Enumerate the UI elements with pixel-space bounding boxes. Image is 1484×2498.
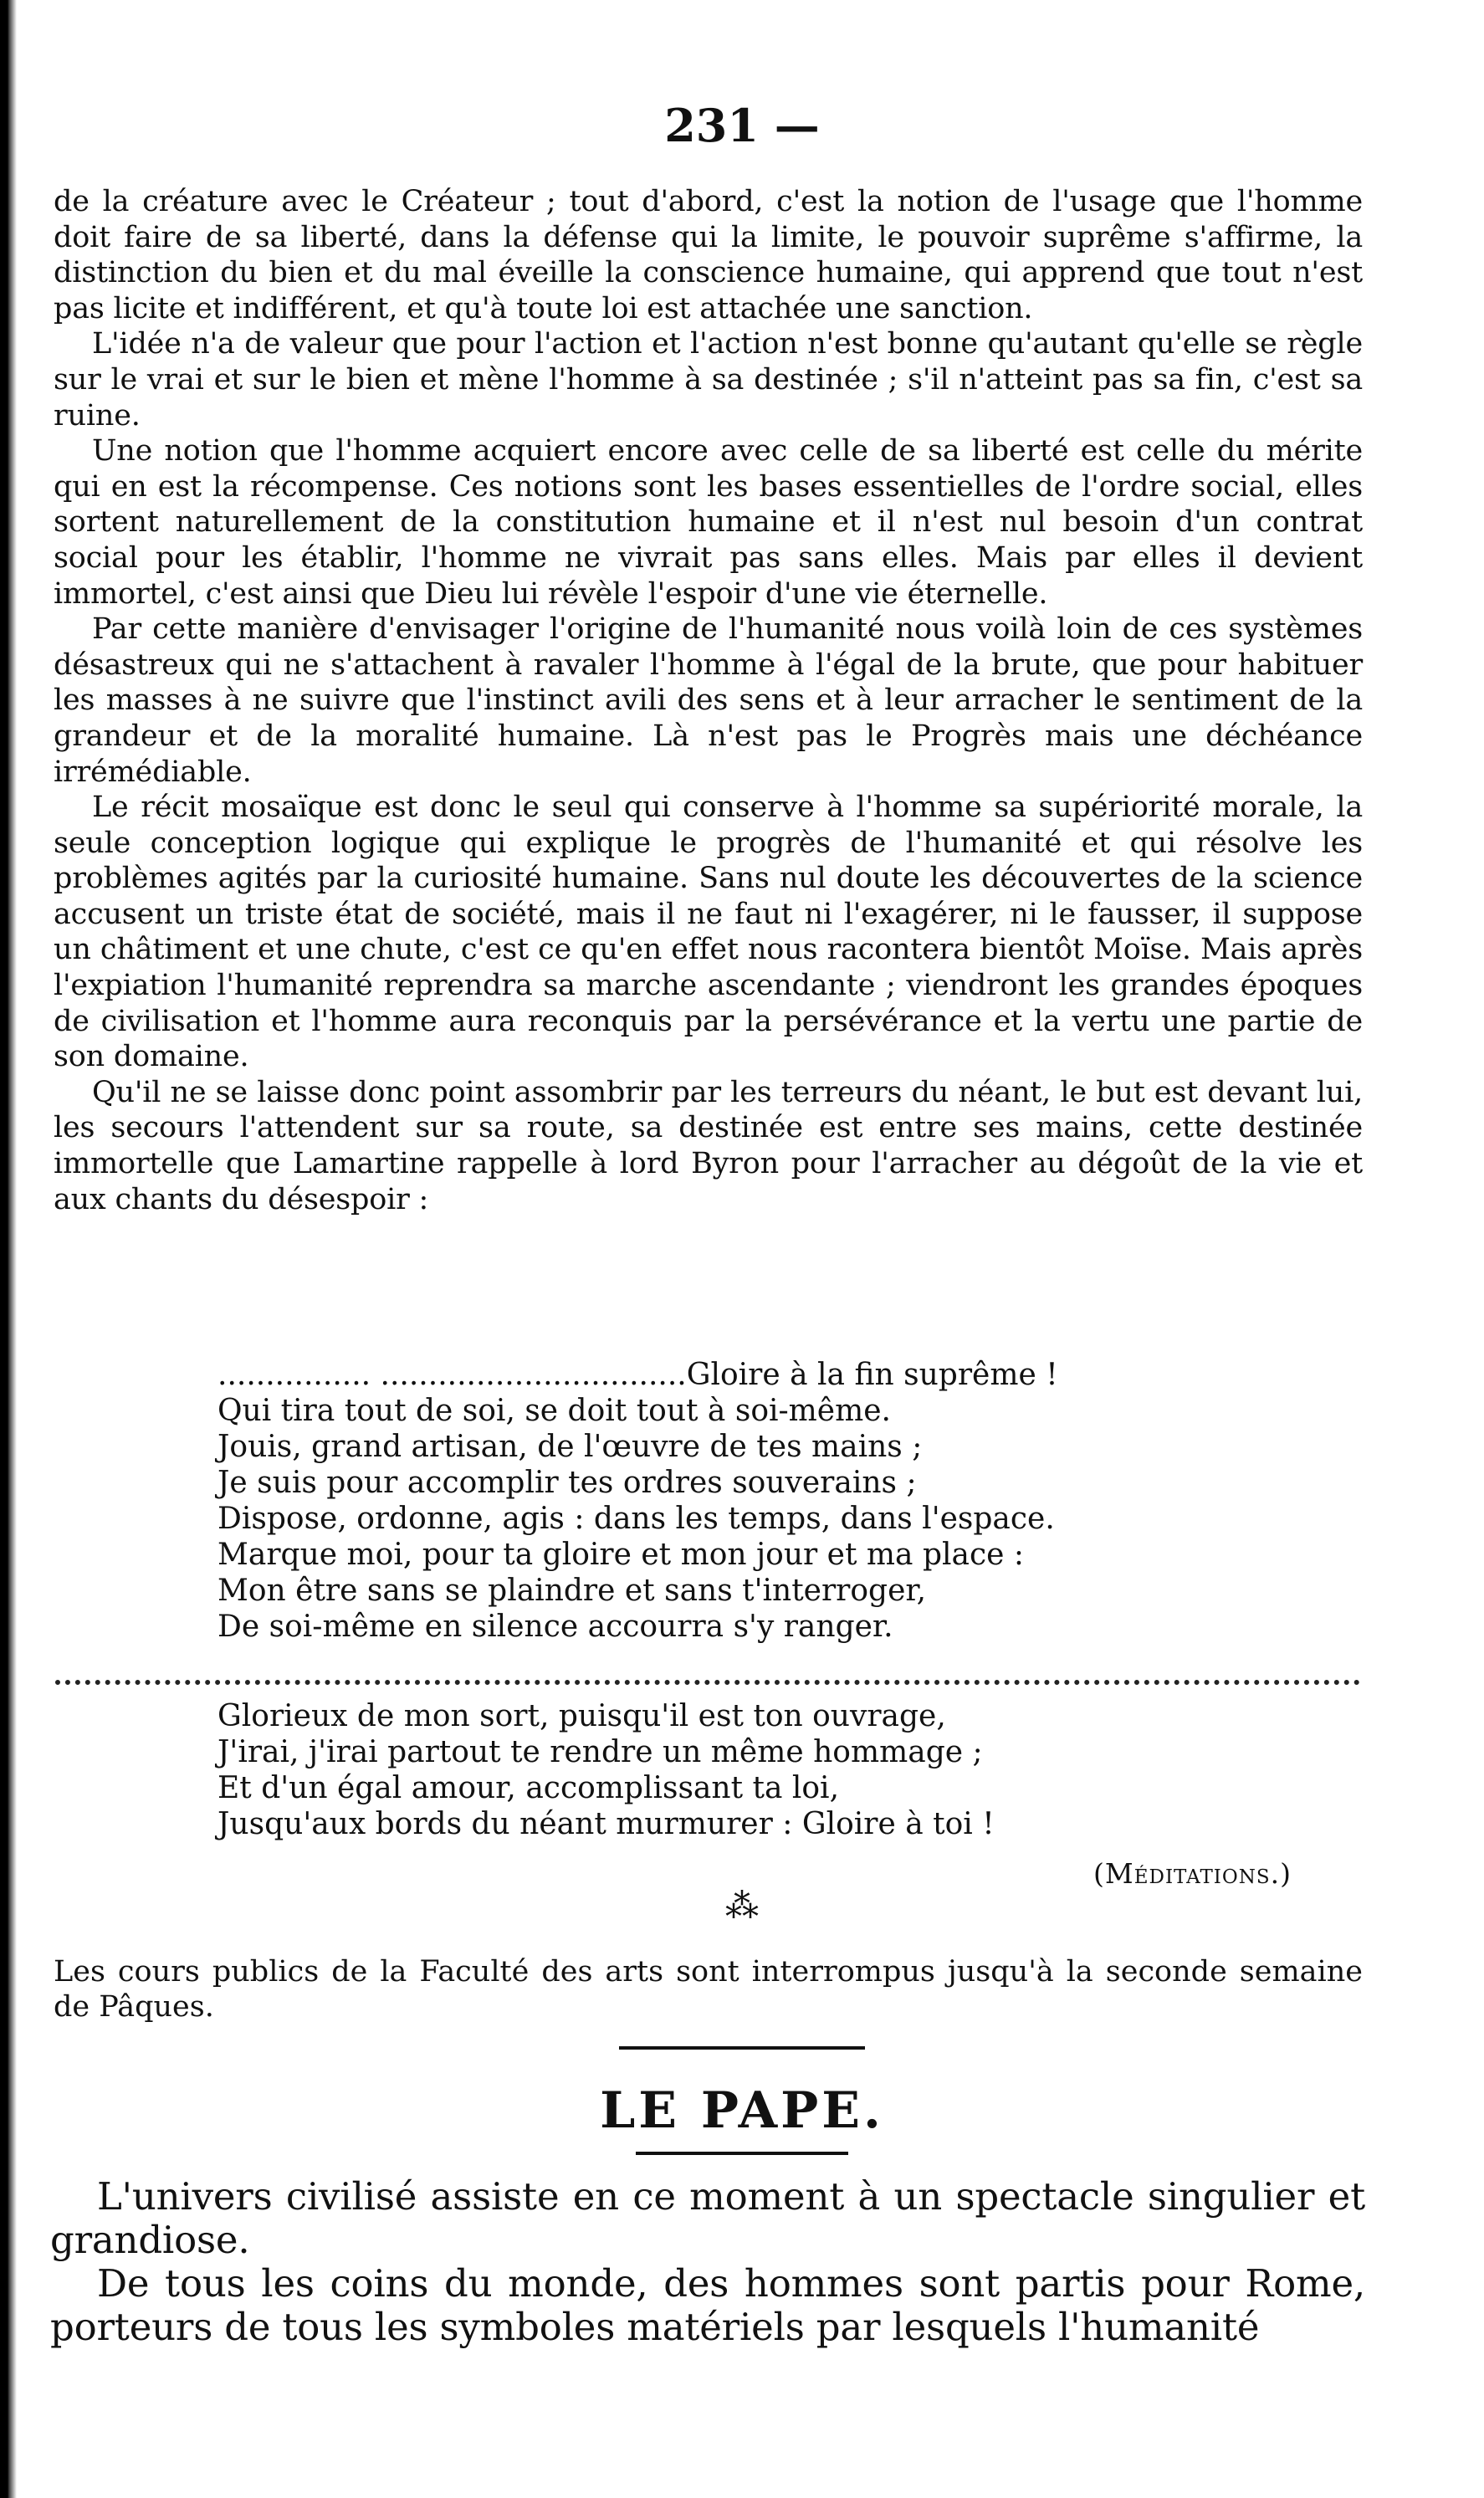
verse-line: ................ ................................Gloire à la fin suprême ! — [217, 1358, 1058, 1392]
body-text — [54, 184, 1363, 1217]
poem-citation: (Méditations.) — [1093, 1857, 1292, 1890]
verse-line: Et d'un égal amour, accomplissant ta loi, — [217, 1771, 840, 1805]
verse-line: Dispose, ordonne, agis : dans les temps, dans l'espace. — [217, 1502, 1055, 1536]
paragraph: L'idée n'a de valeur que pour l'action et l'action n'est bonne qu'autant qu'elle se règle sur le vrai et sur le bien et mène l'homme à sa destinée ; s'il n'atteint pas sa fin, c'est sa ruine. — [54, 327, 1363, 433]
verse-line: Marque moi, pour ta gloire et mon jour et ma place : — [217, 1538, 1025, 1572]
section-rule — [619, 2046, 865, 2050]
article-title: LE PAPE. — [600, 2081, 884, 2140]
poem-stanza-1 — [217, 1357, 1305, 1645]
page-number: 231 — — [664, 99, 820, 152]
title-underline — [636, 2152, 848, 2155]
verse-line: Mon être sans se plaindre et sans t'interroger, — [217, 1574, 927, 1608]
verse-line: J'irai, j'irai partout te rendre un même hommage ; — [217, 1735, 983, 1769]
asterism-ornament: ⁂ — [725, 1887, 759, 1926]
article-paragraph: L'univers civilisé assiste en ce moment à un spectacle singulier et grandiose. — [50, 2174, 1365, 2262]
verse-line: Jusqu'aux bords du néant murmurer : Gloire à toi ! — [217, 1807, 995, 1841]
paragraph: Une notion que l'homme acquiert encore avec celle de sa liberté est celle du mérite qui en est la récompense. Ces notions sont les bases essentielles de l'ordre social, elles sortent naturellement de la constitution humaine et il n'est nul besoin d'un contrat social pour les établir, l'homme ne vivrait pas sans elles. Mais par elles il devient immortel, c'est ainsi que Dieu lui révèle l'espoir d'une vie éternelle. — [54, 434, 1363, 611]
verse-line: De soi-même en silence accourra s'y ranger. — [217, 1610, 893, 1644]
paragraph: Le récit mosaïque est donc le seul qui conserve à l'homme sa supériorité morale, la seule conception logique qui explique le progrès de l'humanité et qui résolve les problèmes agités par la curiosité humaine. Sans nul doute les découvertes de la science accusent un triste état de société, mais il ne faut ni l'exagérer, ni le fausser, il suppose un châtiment et une chute, c'est ce qu'en effet nous racontera bientôt Moïse. Mais après l'expiation l'humanité reprendra sa marche ascendante ; viendront les grandes époques de civilisation et l'homme aura reconquis par la persévérance et la vertu une partie de son domaine. — [54, 791, 1363, 1074]
verse-line: Glorieux de mon sort, puisqu'il est ton ouvrage, — [217, 1699, 946, 1733]
verse-line: Qui tira tout de soi, se doit tout à soi-même. — [217, 1394, 891, 1428]
article-body — [50, 2175, 1365, 2349]
paragraph: Par cette manière d'envisager l'origine de l'humanité nous voilà loin de ces systèmes désastreux qui ne s'attachent à ravaler l'homme à l'égal de la brute, que pour habituer les masses à ne suivre que l'instinct avili des sens et à leur arracher le sentiment de la grandeur et de la moralité humaine. Là n'est pas le Progrès mais une déchéance irrémédiable. — [54, 612, 1363, 789]
poem-stanza-2 — [217, 1698, 1305, 1842]
paragraph: de la créature avec le Créateur ; tout d'abord, c'est la notion de l'usage que l'homme doit faire de sa liberté, dans la défense qui la limite, le pouvoir suprême s'affirme, la distinction du bien et du mal éveille la conscience humaine, qui apprend que tout n'est pas licite et indifférent, et qu'à toute loi est attachée une sanction. — [54, 185, 1363, 325]
verse-line: Jouis, grand artisan, de l'œuvre de tes mains ; — [217, 1430, 923, 1464]
faculty-notice: Les cours publics de la Faculté des arts sont interrompus jusqu'à la seconde semaine de Pâques. — [54, 1955, 1363, 2024]
paragraph: Qu'il ne se laisse donc point assombrir par les terreurs du néant, le but est devant lui, les secours l'attendent sur sa route, sa destinée est entre ses mains, cette destinée immortelle que Lamartine rappelle à lord Byron pour l'arracher au dégoût de la vie et aux chants du désespoir : — [54, 1075, 1363, 1216]
article-paragraph: De tous les coins du monde, des hommes sont partis pour Rome, porteurs de tous les symboles matériels par lesquels l'humanité — [50, 2261, 1365, 2349]
verse-line: Je suis pour accomplir tes ordres souverains ; — [217, 1466, 917, 1500]
dotted-separator — [55, 1680, 1360, 1695]
